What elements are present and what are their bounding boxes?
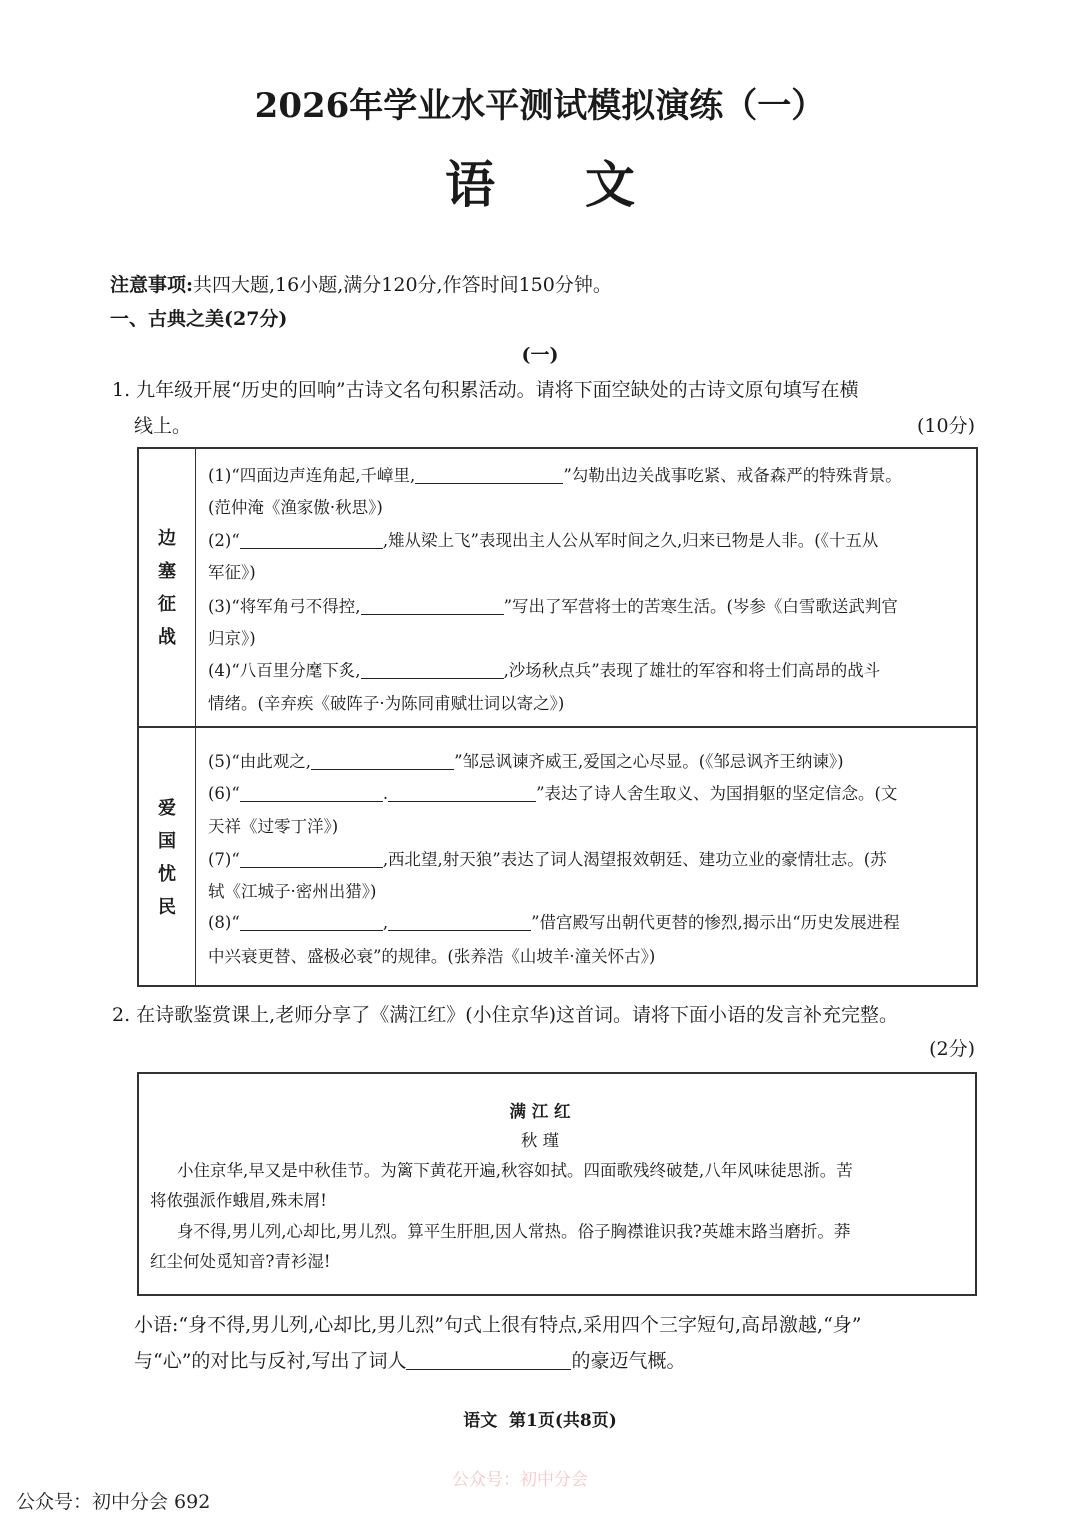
answer-blank[interactable] — [388, 914, 531, 932]
q2-score: (2分) — [929, 1038, 975, 1060]
answer-blank[interactable] — [311, 753, 454, 771]
item-3-source: 归京》) — [208, 629, 256, 648]
answer-blank[interactable] — [240, 851, 383, 869]
group-label-frontier: 边塞征战 — [158, 528, 176, 648]
page-footer: 语文 第1页(共8页) — [463, 1411, 617, 1431]
row-divider — [137, 726, 976, 728]
item-5: (5)“由此观之, ”邹忌讽谏齐威王,爱国之心尽显。(《邹忌讽齐王纳谏》) — [208, 752, 844, 771]
q1-stem-2: 线上。 — [134, 415, 192, 437]
item-2: (2)“ ,雉从梁上飞”表现出主人公从军时间之久,归来已物是人非。(《十五从 — [208, 531, 879, 550]
source-label: 公众号：初中分会 692 — [16, 1491, 211, 1513]
subject-title: 语文 — [445, 155, 725, 214]
answer-line-2: 与“心”的对比与反衬,写出了词人 的豪迈气概。 — [134, 1350, 686, 1372]
item-6-source: 天祥《过零丁洋》) — [208, 817, 339, 836]
section-title: 一、古典之美(27分) — [110, 308, 288, 330]
exam-title: 2026年学业水平测试模拟演练（一） — [254, 86, 826, 126]
item-7-source: 轼《江城子·密州出猎》) — [208, 882, 377, 901]
poem-title: 满 江 红 — [509, 1102, 571, 1121]
q1-stem: 1. 九年级开展“历史的回响”古诗文名句积累活动。请将下面空缺处的古诗文原句填写在横 — [112, 379, 859, 401]
item-7: (7)“ ,西北望,射天狼”表达了词人渴望报效朝廷、建功立业的豪情壮志。(苏 — [208, 850, 887, 869]
notice-text: 共四大题,16小题,满分120分,作答时间150分钟。 — [193, 274, 612, 296]
item-4: (4)“八百里分麾下炙, ,沙场秋点兵”表现了雄壮的军容和将士们高昂的战斗 — [208, 661, 881, 680]
item-8: (8)“ , ”借宫殿写出朝代更替的惨烈,揭示出“历史发展进程 — [208, 913, 900, 932]
item-2-source: 军征》) — [208, 563, 256, 582]
part-label: (一) — [521, 344, 559, 366]
answer-blank[interactable] — [388, 785, 536, 803]
notice-label: 注意事项: — [110, 274, 194, 296]
group-label-patriot: 爱国忧民 — [158, 798, 176, 918]
item-1-source: (范仲淹《渔家傲·秋思》) — [208, 498, 383, 517]
table-divider — [195, 447, 196, 985]
poem-line: 将侬强派作蛾眉,殊未屑! — [150, 1191, 327, 1210]
answer-blank[interactable] — [415, 467, 563, 485]
poem-line: 红尘何处觅知音?青衫湿! — [150, 1252, 331, 1271]
answer-blank[interactable] — [240, 532, 383, 550]
q1-score: (10分) — [916, 415, 975, 437]
poem-line: 身不得,男儿列,心却比,男儿烈。算平生肝胆,因人常热。俗子胸襟谁识我?英雄末路当磨折。莽 — [177, 1222, 851, 1241]
watermark: 公众号：初中分会 — [452, 1470, 588, 1490]
answer-blank[interactable] — [361, 662, 504, 680]
answer-blank[interactable] — [240, 914, 383, 932]
item-8-source: 中兴衰更替、盛极必衰”的规律。(张养浩《山坡羊·潼关怀古》) — [208, 947, 656, 966]
item-4-source: 情绪。(辛弃疾《破阵子·为陈同甫赋壮词以寄之》) — [208, 694, 565, 713]
item-3: (3)“将军角弓不得控, ”写出了军营将士的苦寒生活。(岑参《白雪歌送武判官 — [208, 597, 898, 616]
item-1: (1)“四面边声连角起,千嶂里, ”勾勒出边关战事吃紧、戒备森严的特殊背景。 — [208, 466, 902, 485]
notice — [110, 270, 612, 297]
q2-stem: 2. 在诗歌鉴赏课上,老师分享了《满江红》(小住京华)这首词。请将下面小语的发言补充完整。 — [112, 1004, 899, 1026]
answer-blank[interactable] — [406, 1350, 571, 1370]
answer-blank[interactable] — [240, 785, 383, 803]
item-6: (6)“ . ”表达了诗人舍生取义、为国捐躯的坚定信念。(文 — [208, 784, 898, 803]
answer-blank[interactable] — [361, 598, 504, 616]
poem-author: 秋 瑾 — [520, 1131, 560, 1150]
poem-line: 小住京华,早又是中秋佳节。为篱下黄花开遍,秋容如拭。四面歌残终破楚,八年风味徒思浙。苦 — [177, 1161, 853, 1180]
answer-line: 小语:“身不得,男儿列,心却比,男儿烈”句式上很有特点,采用四个三字短句,高昂激越,“身” — [134, 1314, 862, 1336]
